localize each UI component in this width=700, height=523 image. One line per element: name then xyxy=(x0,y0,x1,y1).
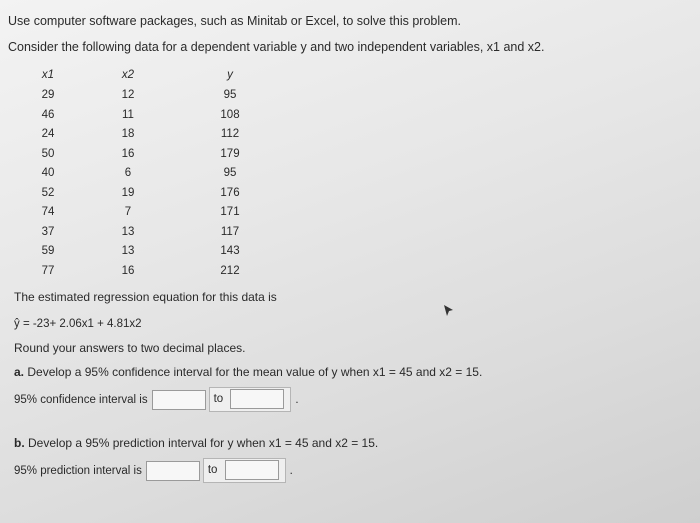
table-cell: 16 xyxy=(121,264,135,277)
table-header-y: y xyxy=(227,69,233,81)
intro-text: Consider the following data for a dependent variable y and two independent variables, x1 and x2. xyxy=(8,40,545,54)
table-cell: 179 xyxy=(220,147,240,160)
pi-upper-input[interactable] xyxy=(225,460,279,480)
table-cell: 59 xyxy=(41,245,55,257)
regression-title: The estimated regression equation for this data is xyxy=(14,290,277,304)
table-header-x1: x1 xyxy=(41,69,55,81)
table-cell: 112 xyxy=(220,128,240,140)
pi-to-text: to xyxy=(207,464,218,477)
part-a-label: a. xyxy=(14,365,25,379)
table-cell: 95 xyxy=(223,167,237,179)
table-cell: 13 xyxy=(121,245,135,257)
part-b-text: Develop a 95% prediction interval for y when x1 = 45 and x2 = 15. xyxy=(28,436,379,450)
table-cell: 13 xyxy=(121,225,135,238)
table-cell: 46 xyxy=(41,108,55,121)
part-a-question xyxy=(14,365,482,379)
table-cell: 7 xyxy=(124,206,132,218)
table-cell: 37 xyxy=(41,225,55,238)
table-header-x2: x2 xyxy=(121,69,135,81)
table-cell: 143 xyxy=(220,245,240,257)
table-cell: 176 xyxy=(220,186,240,199)
pi-to-label xyxy=(203,458,286,483)
prediction-interval-label: 95% prediction interval is xyxy=(14,464,142,477)
confidence-interval-row xyxy=(14,387,299,412)
table-cell: 40 xyxy=(41,167,55,179)
table-cell: 24 xyxy=(41,128,55,140)
table-cell: 52 xyxy=(41,186,55,199)
instruction-text: Use computer software packages, such as Minitab or Excel, to solve this problem. xyxy=(8,14,461,28)
mouse-pointer-icon xyxy=(443,304,455,318)
table-cell: 212 xyxy=(220,264,240,277)
table-cell: 50 xyxy=(41,147,55,160)
pi-period: . xyxy=(289,464,293,477)
ci-period: . xyxy=(295,393,299,406)
table-cell: 29 xyxy=(41,89,55,101)
ci-upper-input[interactable] xyxy=(230,389,284,409)
prediction-interval-row xyxy=(14,458,293,483)
table-cell: 16 xyxy=(121,147,135,160)
part-a-text: Develop a 95% confidence interval for the mean value of y when x1 = 45 and x2 = 15. xyxy=(27,365,483,379)
table-cell: 108 xyxy=(220,108,240,121)
part-b-question xyxy=(14,436,378,450)
part-b-label: b. xyxy=(14,436,25,450)
table-cell: 18 xyxy=(121,128,135,140)
ci-to-label xyxy=(209,387,292,412)
table-cell: 12 xyxy=(121,89,135,101)
table-cell: 77 xyxy=(41,264,55,277)
ci-lower-input[interactable] xyxy=(152,390,206,410)
table-cell: 95 xyxy=(223,89,237,101)
table-cell: 74 xyxy=(41,206,55,218)
regression-equation: ŷ = -23+ 2.06x1 + 4.81x2 xyxy=(14,318,142,330)
ci-to-text: to xyxy=(213,393,224,406)
table-cell: 19 xyxy=(121,186,135,199)
table-cell: 171 xyxy=(220,206,240,218)
pi-lower-input[interactable] xyxy=(146,461,200,481)
rounding-note: Round your answers to two decimal places. xyxy=(14,341,246,355)
table-cell: 117 xyxy=(220,225,240,238)
confidence-interval-label: 95% confidence interval is xyxy=(14,393,148,406)
table-cell: 6 xyxy=(124,167,132,179)
table-cell: 11 xyxy=(122,108,134,121)
